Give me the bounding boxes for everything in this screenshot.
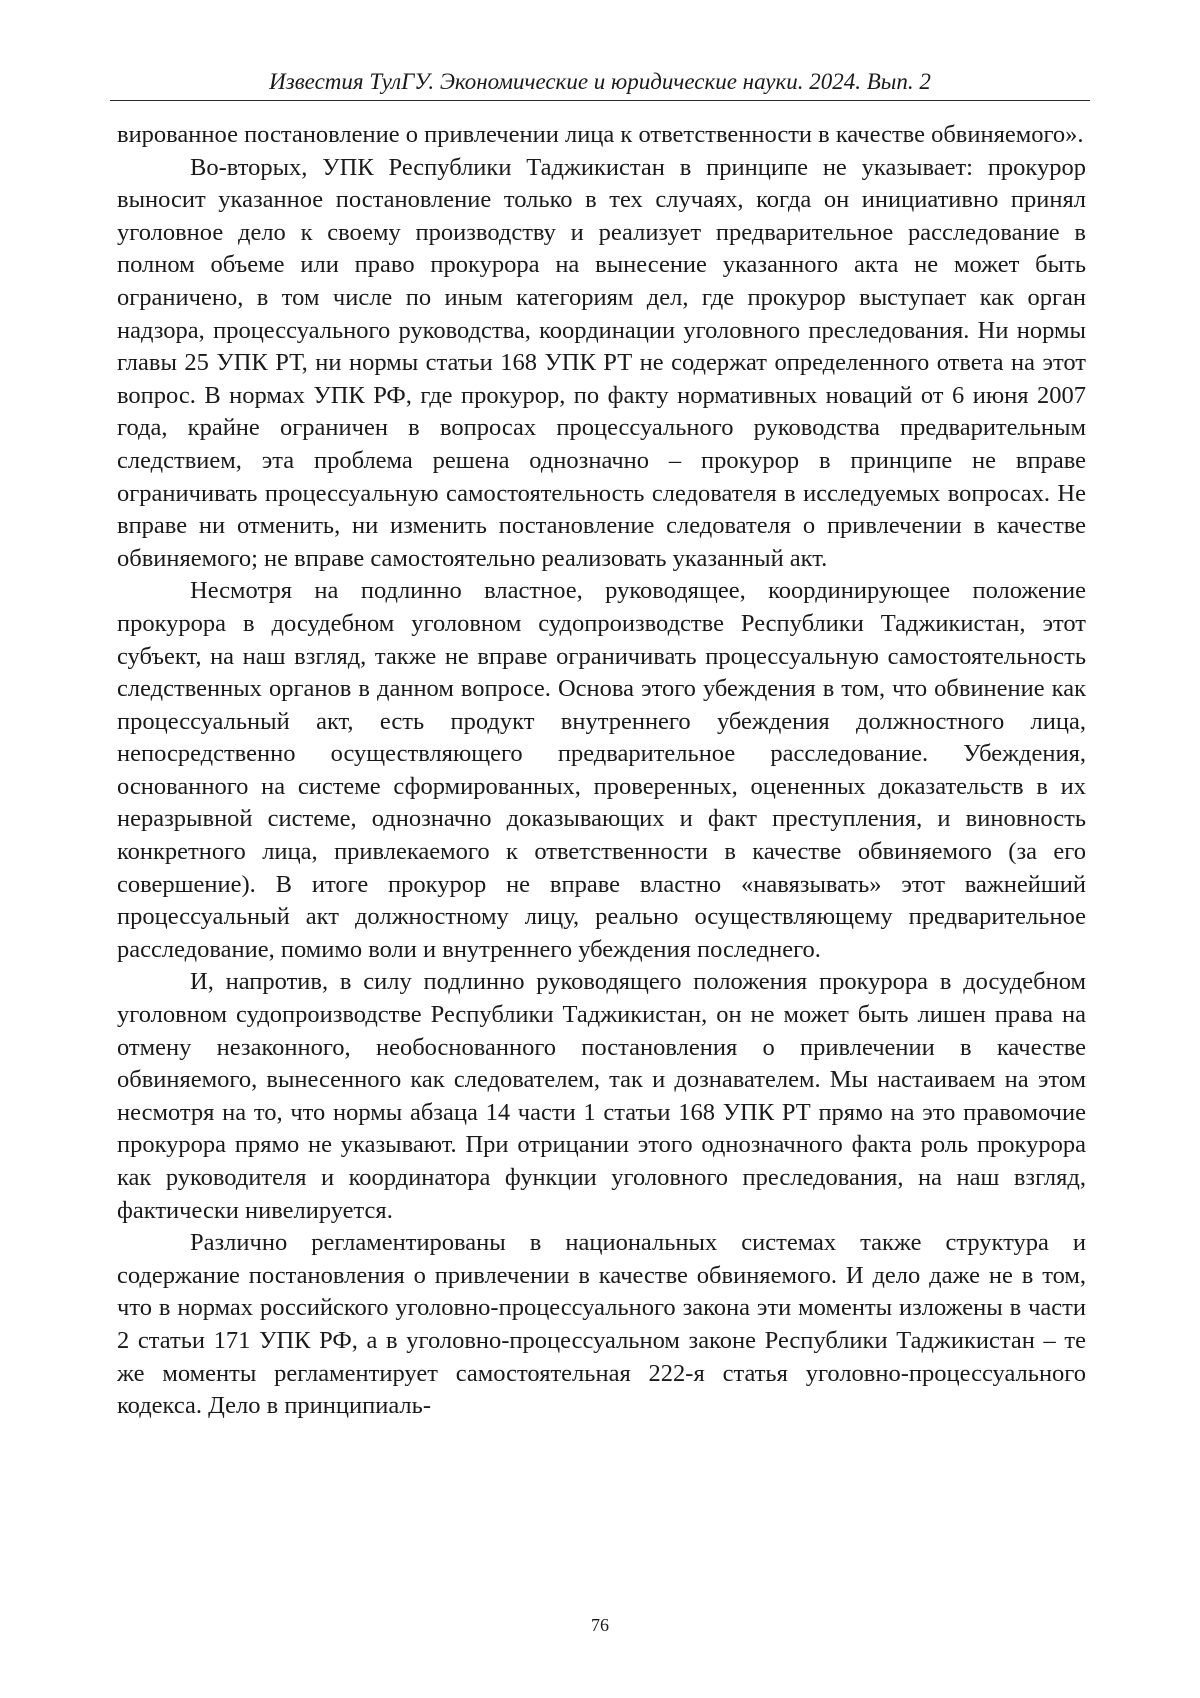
header-rule	[110, 100, 1090, 101]
paragraph: Несмотря на подлинно властное, руководящее, координирующее положение прокурора в досудебном уголовном судопроизводстве Республики Таджикистан, этот субъект, на наш взгляд, также не вправе ограничивать процессуальную самостоятельность следственных органов в данном вопросе. Основа этого убеждения в том, что обвинение как процессуальный акт, есть продукт внутреннего убеждения должностного лица, непосредственно осуществляющего предварительное расследование. Убеждения, основанного на системе сформированных, проверенных, оцененных доказательств в их неразрывной системе, однозначно доказывающих и факт преступления, и виновность конкретного лица, привлекаемого к ответственности в качестве обвиняемого (за его совершение). В итоге прокурор не вправе властно «навязывать» этот важнейший процессуальный акт должностному лицу, реально осуществляющему предварительное расследование, помимо воли и внутреннего убеждения последнего.	[117, 577, 1086, 963]
running-head: Известия ТулГУ. Экономические и юридические науки. 2024. Вып. 2	[269, 69, 931, 94]
article-body	[117, 119, 1086, 1423]
paragraph-continuation: вированное постановление о привлечении лица к ответственности в качестве обвиняемого».	[117, 121, 1084, 148]
page-number: 76	[591, 1615, 609, 1635]
paragraph: Во-вторых, УПК Республики Таджикистан в принципе не указывает: прокурор выносит указанное постановление только в тех случаях, когда он инициативно принял уголовное дело к своему производству и реализует предварительное расследование в полном объеме или право прокурора на вынесение указанного акта не может быть ограничено, в том числе по иным категориям дел, где прокурор выступает как орган надзора, процессуального руководства, координации уголовного преследования. Ни нормы главы 25 УПК РТ, ни нормы статьи 168 УПК РТ не содержат определенного ответа на этот вопрос. В нормах УПК РФ, где прокурор, по факту нормативных новаций от 6 июня 2007 года, крайне ограничен в вопросах процессуального руководства предварительным следствием, эта проблема решена однозначно – прокурор в принципе не вправе ограничивать процессуальную самостоятельность следователя в исследуемых вопросах. Не вправе ни отменить, ни изменить постановление следователя о привлечении в качестве обвиняемого; не вправе самостоятельно реализовать указанный акт.	[117, 153, 1086, 572]
paragraph: И, напротив, в силу подлинно руководящего положения прокурора в досудебном уголовном судопроизводстве Республики Таджикистан, он не может быть лишен права на отмену незаконного, необоснованного постановления о привлечении в качестве обвиняемого, вынесенного как следователем, так и дознавателем. Мы настаиваем на этом несмотря на то, что нормы абзаца 14 части 1 статьи 168 УПК РТ прямо на это правомочие прокурора прямо не указывают. При отрицании этого однозначного факта роль прокурора как руководителя и координатора функции уголовного преследования, на наш взгляд, фактически нивелируется.	[117, 968, 1086, 1224]
paragraph: Различно регламентированы в национальных системах также структура и содержание постановления о привлечении в качестве обвиняемого. И дело даже не в том, что в нормах российского уголовно-процессуального закона эти моменты изложены в части 2 статьи 171 УПК РФ, а в уголовно-процессуальном законе Республики Таджикистан – те же моменты регламентирует самостоятельная 222-я статья уголовно-процессуального кодекса. Дело в принципиаль-	[117, 1229, 1086, 1420]
